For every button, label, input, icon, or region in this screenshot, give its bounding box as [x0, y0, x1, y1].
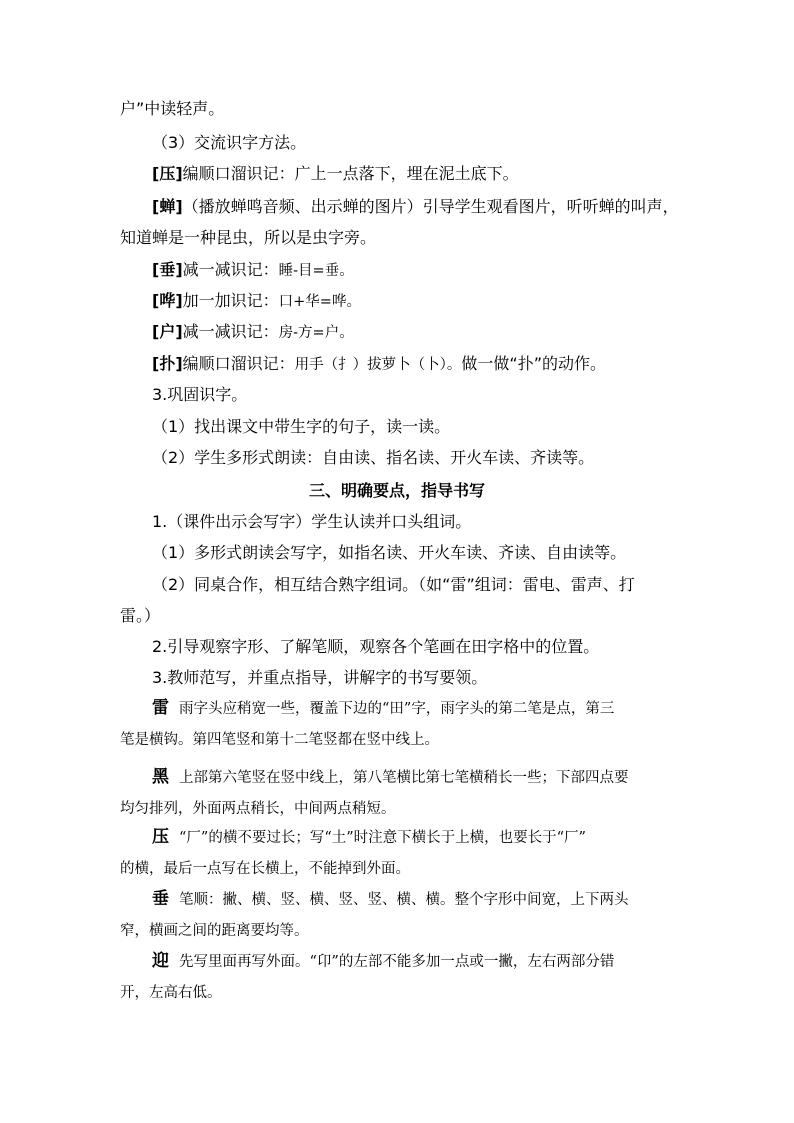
- text: 用手（扌）拔萝卜（卜）。: [294, 357, 462, 373]
- text: 雷。）: [120, 606, 161, 625]
- char-tag: [哗]: [152, 291, 183, 310]
- text: 编顺口溜识记：广上一点落下，埋在泥土底下。: [182, 164, 519, 183]
- text: 开，左高右低。: [120, 985, 222, 1001]
- text-line: [152, 416, 712, 438]
- text-line: [152, 163, 712, 185]
- writing-note: [120, 797, 680, 820]
- text-line: [152, 542, 712, 564]
- text-line: [152, 447, 712, 469]
- writing-note: [120, 728, 680, 751]
- text: （3）交流识字方法。: [152, 133, 307, 152]
- text: 减一减识记：: [182, 260, 279, 279]
- text: （1）找出课文中带生字的句子，读一读。: [152, 417, 451, 436]
- model-char: 雷: [152, 698, 169, 718]
- text-line: [152, 196, 712, 218]
- text: 窄，横画之间的距离要均等。: [120, 923, 309, 939]
- text: 房-方=户。: [278, 325, 354, 341]
- text-line: [152, 384, 712, 406]
- model-char: 垂: [152, 889, 169, 909]
- text: （播放蝉鸣音频、出示蝉的图片）引导学生观看图片，听听蝉的叫声，: [182, 197, 679, 216]
- text: 笔是横钩。第四笔竖和第十二笔竖都在竖中线上。: [120, 732, 439, 748]
- text: （2）学生多形式朗读：自由读、指名读、开火车读、齐读等。: [152, 448, 595, 467]
- text-line: [152, 290, 712, 313]
- text-line: [120, 98, 680, 120]
- text-line: [152, 511, 712, 533]
- text-line: [120, 227, 680, 249]
- model-char: 迎: [152, 951, 169, 971]
- writing-note: [120, 981, 680, 1004]
- text: 2.引导观察字形、了解笔顺，观察各个笔画在田字格中的位置。: [152, 637, 600, 656]
- char-tag: [垂]: [152, 260, 183, 279]
- model-char: 压: [152, 827, 169, 847]
- text: 上部第六笔竖在竖中线上，第八笔横比第七笔横稍长一些；下部四点要: [179, 770, 629, 786]
- text-line: [152, 353, 712, 376]
- char-tag: [户]: [152, 322, 183, 341]
- section-heading: 三、明确要点，指导书写: [308, 481, 485, 500]
- text: 雨字头应稍宽一些，覆盖下边的“田”字，雨字头的第二笔是点，第三: [179, 701, 615, 717]
- text: 3.巩固识字。: [152, 385, 248, 404]
- writing-note: [152, 766, 712, 789]
- text: （1）多形式朗读会写字，如指名读、开火车读、齐读、自由读等。: [152, 543, 627, 562]
- writing-note: [152, 888, 712, 911]
- writing-note: [120, 857, 680, 880]
- char-tag: [扑]: [152, 354, 183, 373]
- text: 户”中读轻声。: [120, 99, 225, 118]
- text: 口+华=哗。: [278, 294, 361, 310]
- text-line: [152, 574, 712, 596]
- text: 3.教师范写，并重点指导，讲解字的书写要领。: [152, 668, 488, 687]
- writing-note: [152, 826, 712, 849]
- text: 的横，最后一点写在长横上，不能掉到外面。: [120, 861, 410, 877]
- text: 睡-目=垂。: [278, 263, 354, 279]
- model-char: 黑: [152, 767, 169, 787]
- text: 1.（课件出示会写字）学生认读并口头组词。: [152, 512, 472, 531]
- text-line: [152, 636, 712, 658]
- writing-note: [120, 919, 680, 942]
- text-line: [152, 132, 712, 154]
- char-tag: [蝉]: [152, 197, 183, 216]
- text: “厂”的横不要过长；写“土”时注意下横长于上横，也要长于“厂”: [179, 830, 586, 846]
- text-line: [152, 321, 712, 344]
- text-line: [120, 605, 680, 627]
- writing-note: [152, 950, 712, 973]
- text: 减一减识记：: [182, 322, 279, 341]
- text: 加一加识记：: [182, 291, 279, 310]
- text: 先写里面再写外面。“卬”的左部不能多加一点或一撇，左右两部分错: [179, 954, 615, 970]
- text-line: [152, 259, 712, 282]
- text: 均匀排列，外面两点稍长，中间两点稍短。: [120, 801, 396, 817]
- text: 知道蝉是一种昆虫，所以是虫字旁。: [120, 228, 377, 247]
- writing-note: [152, 697, 712, 720]
- text-line: [152, 667, 712, 689]
- char-tag: [压]: [152, 164, 183, 183]
- text: 编顺口溜识记：: [182, 354, 295, 373]
- text: 做一做“扑”的动作。: [461, 354, 606, 373]
- text: 笔顺：撇、横、竖、横、竖、竖、横、横。整个字形中间宽，上下两头: [179, 892, 629, 908]
- text: （2）同桌合作，相互结合熟字组词。（如“雷”组词：雷电、雷声、打: [152, 575, 635, 594]
